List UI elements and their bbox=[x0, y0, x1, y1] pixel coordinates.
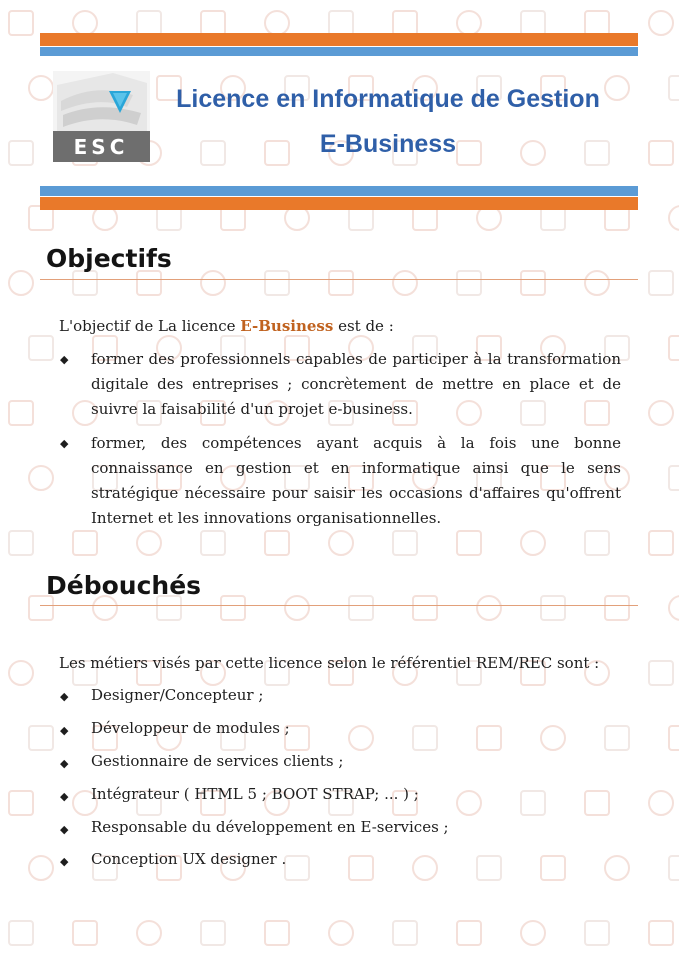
watermark-shape bbox=[8, 920, 34, 946]
watermark-shape bbox=[584, 920, 610, 946]
page-title-line1: Licence en Informatique de Gestion bbox=[176, 85, 600, 113]
debouche-item: Intégrateur ( HTML 5 ; BOOT STRAP; ... ) ; bbox=[91, 785, 419, 803]
intro-text: L'objectif de La licence bbox=[59, 317, 241, 335]
watermark-shape bbox=[584, 530, 610, 556]
watermark-shape bbox=[28, 855, 54, 881]
watermark-shape bbox=[520, 270, 546, 296]
watermark-shape bbox=[328, 530, 354, 556]
watermark-shape bbox=[648, 790, 674, 816]
watermark-shape bbox=[8, 400, 34, 426]
watermark-shape bbox=[72, 920, 98, 946]
watermark-shape bbox=[28, 335, 54, 361]
watermark-shape bbox=[392, 270, 418, 296]
debouches-intro: Les métiers visés par cette licence selon le référentiel REM/REC sont : bbox=[59, 654, 600, 672]
watermark-shape bbox=[28, 75, 54, 101]
watermark-shape bbox=[392, 920, 418, 946]
section-divider bbox=[40, 605, 638, 606]
intro-text-end: est de : bbox=[333, 317, 394, 335]
watermark-shape bbox=[456, 920, 482, 946]
watermark-shape bbox=[392, 530, 418, 556]
watermark-shape bbox=[136, 530, 162, 556]
esc-logo bbox=[53, 71, 150, 162]
section-divider bbox=[40, 279, 638, 280]
watermark-shape bbox=[648, 530, 674, 556]
watermark-shape bbox=[520, 530, 546, 556]
diamond-icon: ◆ bbox=[60, 823, 69, 836]
watermark-shape bbox=[136, 270, 162, 296]
watermark-shape bbox=[648, 270, 674, 296]
watermark-shape bbox=[136, 920, 162, 946]
watermark-shape bbox=[604, 595, 630, 621]
header-orange-band bbox=[40, 197, 638, 210]
watermark-shape bbox=[648, 400, 674, 426]
watermark-shape bbox=[284, 595, 310, 621]
watermark-shape bbox=[668, 465, 679, 491]
watermark-shape bbox=[668, 855, 679, 881]
top-orange-band bbox=[40, 33, 638, 46]
debouche-item: Développeur de modules ; bbox=[91, 719, 290, 737]
diamond-icon: ◆ bbox=[60, 724, 69, 737]
section-heading-objectifs: Objectifs bbox=[46, 244, 172, 273]
watermark-shape bbox=[668, 595, 679, 621]
watermark-shape bbox=[220, 595, 246, 621]
watermark-shape bbox=[8, 10, 34, 36]
watermark-shape bbox=[412, 595, 438, 621]
watermark-shape bbox=[648, 140, 674, 166]
watermark-shape bbox=[456, 530, 482, 556]
watermark-shape bbox=[328, 920, 354, 946]
logo-text: ESC bbox=[73, 135, 129, 159]
intro-highlight: E-Business bbox=[240, 317, 334, 335]
watermark-shape bbox=[8, 790, 34, 816]
watermark-shape bbox=[8, 530, 34, 556]
section-heading-debouches: Débouchés bbox=[46, 571, 202, 600]
objectifs-intro bbox=[59, 316, 394, 337]
watermark-shape bbox=[8, 140, 34, 166]
page-title-line2: E-Business bbox=[319, 130, 457, 158]
diamond-icon: ◆ bbox=[60, 855, 69, 868]
watermark-shape bbox=[200, 530, 226, 556]
watermark-shape bbox=[28, 465, 54, 491]
debouche-item: Designer/Concepteur ; bbox=[91, 686, 264, 704]
diamond-icon: ◆ bbox=[60, 437, 69, 450]
watermark-shape bbox=[584, 270, 610, 296]
watermark-shape bbox=[328, 270, 354, 296]
watermark-shape bbox=[72, 270, 98, 296]
watermark-shape bbox=[648, 660, 674, 686]
top-blue-band bbox=[40, 47, 638, 56]
diamond-icon: ◆ bbox=[60, 790, 69, 803]
watermark-shape bbox=[520, 920, 546, 946]
diamond-icon: ◆ bbox=[60, 690, 69, 703]
diamond-icon: ◆ bbox=[60, 757, 69, 770]
objectif-item-2: former, des compétences ayant acquis à la fois une bonne connaissance en gestion et en informatique ainsi que le sens stratégique nécessaire pour saisir les occasions d'affaires qu'offrent Internet et les innovations organisationnelles. bbox=[91, 434, 621, 527]
watermark-shape bbox=[648, 10, 674, 36]
watermark-shape bbox=[28, 725, 54, 751]
watermark-shape bbox=[540, 595, 566, 621]
debouche-item: Conception UX designer . bbox=[91, 850, 287, 868]
debouche-item: Responsable du développement en E-services ; bbox=[91, 818, 449, 836]
watermark-shape bbox=[668, 205, 679, 231]
watermark-shape bbox=[264, 270, 290, 296]
watermark-shape bbox=[264, 530, 290, 556]
watermark-shape bbox=[668, 725, 679, 751]
watermark-shape bbox=[200, 270, 226, 296]
watermark-shape bbox=[8, 660, 34, 686]
esc-logo-graphic bbox=[53, 71, 150, 162]
diamond-icon: ◆ bbox=[60, 353, 69, 366]
watermark-shape bbox=[200, 920, 226, 946]
header-blue-band bbox=[40, 186, 638, 196]
watermark-shape bbox=[8, 270, 34, 296]
watermark-shape bbox=[668, 75, 679, 101]
watermark-shape bbox=[348, 595, 374, 621]
watermark-shape bbox=[648, 920, 674, 946]
watermark-shape bbox=[72, 530, 98, 556]
watermark-shape bbox=[264, 920, 290, 946]
watermark-shape bbox=[668, 335, 679, 361]
watermark-shape bbox=[456, 270, 482, 296]
objectif-item-1: former des professionnels capables de participer à la transformation digitale des entreprises ; concrètement de mettre en place et de suivre la faisabilité d'un projet e-business. bbox=[91, 350, 621, 418]
watermark-shape bbox=[476, 595, 502, 621]
debouche-item: Gestionnaire de services clients ; bbox=[91, 752, 344, 770]
